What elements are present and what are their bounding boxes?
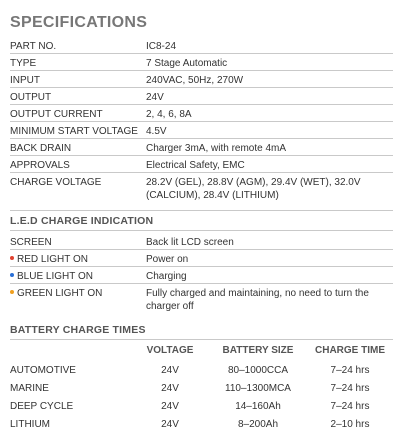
column-header: CHARGE TIME (315, 345, 385, 356)
spec-label: INPUT (10, 75, 40, 86)
led-value: Fully charged and maintaining, no need to turn the charger off (146, 288, 369, 312)
battery-cell: 24V (161, 401, 179, 412)
spec-value: Charger 3mA, with remote 4mA (146, 143, 287, 154)
page-title: SPECIFICATIONS (10, 14, 148, 31)
spec-row (10, 156, 393, 173)
spec-label: CHARGE VOLTAGE (10, 177, 102, 188)
led-row (10, 233, 393, 250)
battery-section-divider (10, 339, 393, 340)
spec-value: IC8-24 (146, 41, 177, 52)
battery-cell: 8–200Ah (237, 419, 279, 430)
battery-cell: LITHIUM (10, 419, 50, 430)
spec-value: 28.2V (GEL), 28.8V (AGM), 29.4V (WET), 32.0V (CALCIUM), 28.4V (LITHIUM) (146, 177, 361, 201)
led-label-text: RED LIGHT ON (17, 254, 88, 265)
column-header: BATTERY SIZE (222, 345, 294, 356)
spec-row (10, 37, 393, 54)
led-indication-table (10, 233, 393, 320)
spec-row (10, 173, 393, 211)
spec-row (10, 122, 393, 139)
led-row (10, 250, 393, 267)
battery-cell: MARINE (10, 383, 49, 394)
spec-label: PART NO. (10, 41, 57, 52)
battery-cell: 14–160Ah (235, 401, 281, 412)
spec-row (10, 54, 393, 71)
spec-label: APPROVALS (10, 160, 70, 171)
spec-value: 24V (146, 92, 164, 103)
spec-value: 7 Stage Automatic (146, 58, 228, 69)
column-header: VOLTAGE (146, 345, 194, 356)
led-row (10, 284, 393, 320)
spec-label: MINIMUM START VOLTAGE (10, 126, 138, 137)
led-row (10, 267, 393, 284)
battery-cell: 24V (161, 383, 179, 394)
led-value: Back lit LCD screen (146, 237, 234, 248)
battery-row (10, 417, 393, 435)
battery-row (10, 381, 393, 399)
led-label-text: GREEN LIGHT ON (17, 288, 103, 299)
battery-row (10, 399, 393, 417)
spec-value: Electrical Safety, EMC (146, 160, 245, 171)
battery-cell: 7–24 hrs (330, 383, 370, 394)
battery-cell: AUTOMOTIVE (10, 365, 76, 376)
spec-label: BACK DRAIN (10, 143, 72, 154)
spec-value: 4.5V (146, 126, 167, 137)
spec-row (10, 139, 393, 156)
battery-cell: 24V (161, 365, 179, 376)
specifications-table (10, 37, 393, 211)
battery-cell: 24V (161, 419, 179, 430)
battery-cell: 7–24 hrs (330, 365, 370, 376)
indicator-dot-icon (10, 273, 14, 277)
led-label-text: BLUE LIGHT ON (17, 271, 93, 282)
battery-cell: DEEP CYCLE (10, 401, 74, 412)
spec-row (10, 105, 393, 122)
battery-cell: 110–1300MCA (225, 383, 291, 394)
spec-row (10, 88, 393, 105)
led-value: Charging (146, 271, 187, 282)
battery-cell: 80–1000CCA (227, 365, 289, 376)
spec-label: OUTPUT CURRENT (10, 109, 103, 120)
battery-charge-table (10, 343, 393, 435)
battery-cell: 7–24 hrs (330, 401, 370, 412)
battery-table-header (10, 343, 393, 357)
battery-section-heading: BATTERY CHARGE TIMES (10, 324, 146, 336)
led-section-divider (10, 230, 393, 231)
spec-label: TYPE (10, 58, 37, 69)
indicator-dot-icon (10, 290, 14, 294)
spec-value: 240VAC, 50Hz, 270W (146, 75, 244, 86)
battery-row (10, 363, 393, 381)
led-label (10, 287, 160, 300)
indicator-dot-icon (10, 256, 14, 260)
spec-label: OUTPUT (10, 92, 52, 103)
led-value: Power on (146, 254, 189, 265)
led-label-text: SCREEN (10, 237, 52, 248)
led-label (10, 236, 160, 249)
led-label (10, 253, 160, 266)
led-section-heading: L.E.D CHARGE INDICATION (10, 215, 154, 227)
spec-row (10, 71, 393, 88)
spec-value: 2, 4, 6, 8A (146, 109, 192, 120)
led-label (10, 270, 160, 283)
battery-cell: 2–10 hrs (330, 419, 370, 430)
